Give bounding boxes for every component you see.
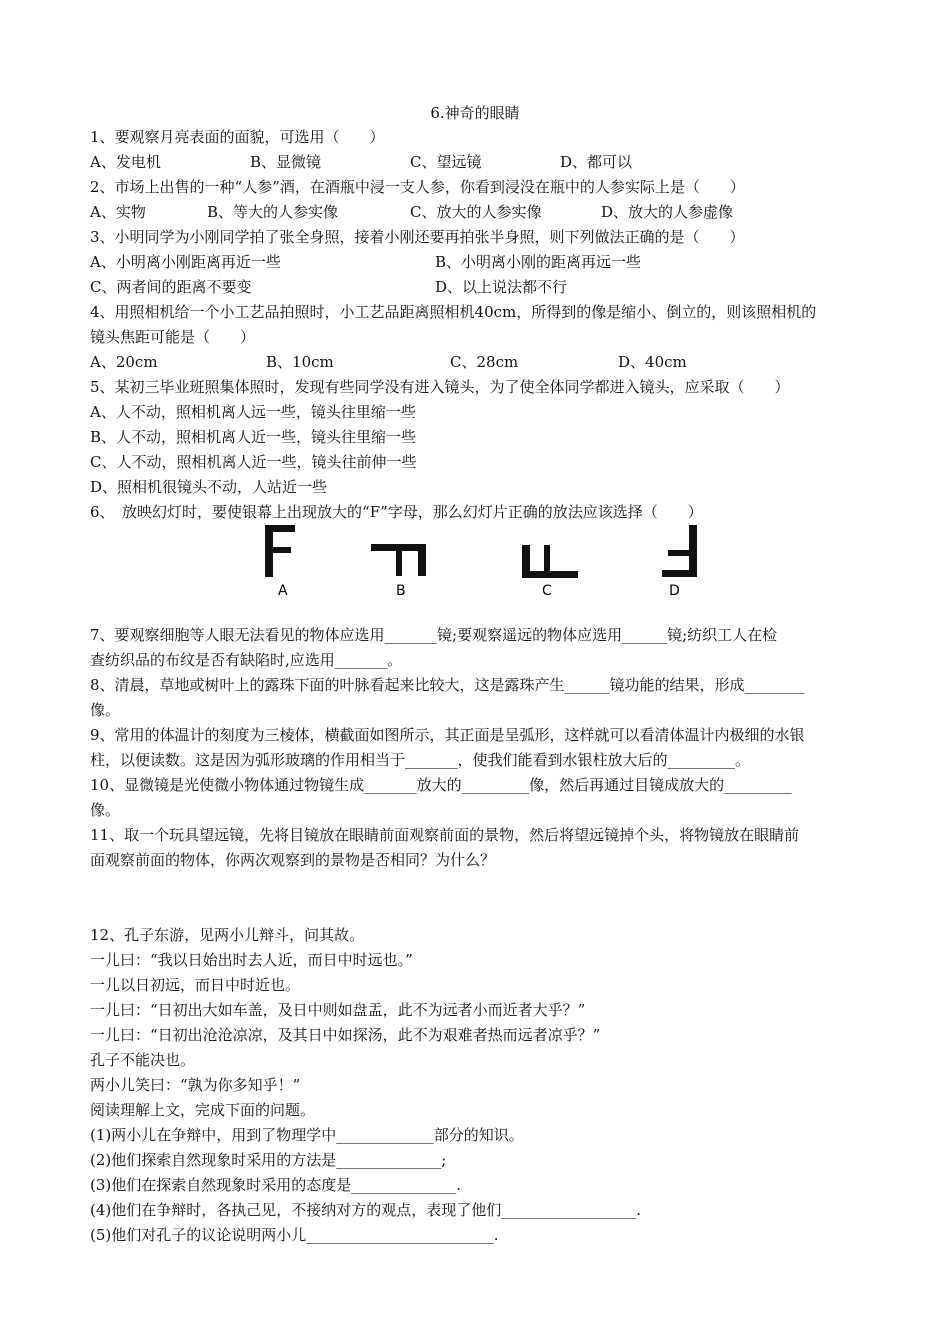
question-11-line1: 11、取一个玩具望远镜，先将目镜放在眼睛前面观察前面的景物，然后将望远镜掉个头，将物镜放在眼睛前 <box>90 826 800 844</box>
sub-question-3: (3)他们在探索自然现象时采用的态度是______________. <box>90 1176 462 1194</box>
option-c-label: C <box>542 583 552 599</box>
q3-option-d: D、以上说法都不行 <box>435 278 568 296</box>
passage-line: 一儿曰：“日初出沧沧凉凉，及其日中如探汤，此不为艰难者热而远者凉乎？” <box>90 1026 601 1044</box>
option-c-f-glyph <box>522 545 578 578</box>
sub-question-2: (2)他们探索自然现象时采用的方法是______________; <box>90 1151 447 1169</box>
q3-option-a: A、小明离小刚距离再近一些 <box>90 253 281 271</box>
question-10-line1: 10、显微镜是光使微小物体通过物镜生成_______放大的_________像，然后再通过目镜成放大的_________ <box>90 776 792 794</box>
q2-option-c: C、放大的人参实像 <box>410 203 542 221</box>
option-b-label: B <box>396 583 406 599</box>
q4-option-b: B、10cm <box>266 353 334 371</box>
question-10-line2: 像。 <box>90 801 121 819</box>
question-7-line1: 7、要观察细胞等人眼无法看见的物体应选用_______镜;要观察遥远的物体应选用______镜;纺织工人在检 <box>90 626 778 644</box>
page-title: 6.神奇的眼睛 <box>430 104 520 122</box>
question-8-line2: 像。 <box>90 701 121 719</box>
question-4-stem-line2: 镜头焦距可能是（ ） <box>90 328 256 346</box>
question-8-line1: 8、清晨，草地或树叶上的露珠下面的叶脉看起来比较大，这是露珠产生______镜功能的结果，形成________ <box>90 676 805 694</box>
question-5-stem: 5、某初三毕业班照集体照时，发现有些同学没有进入镜头，为了使全体同学都进入镜头，应采取（ ） <box>90 378 790 396</box>
q5-option-b: B、人不动，照相机离人近一些，镜头往里缩一些 <box>90 428 417 446</box>
q3-option-c: C、两者间的距离不要变 <box>90 278 252 296</box>
q2-option-d: D、放大的人参虚像 <box>601 203 734 221</box>
q2-option-b: B、等大的人参实像 <box>207 203 339 221</box>
question-11-line2: 面观察前面的物体，你两次观察到的景物是否相同？为什么？ <box>90 851 496 869</box>
question-6-stem: 6、 放映幻灯时，要使银幕上出现放大的“F”字母，那么幻灯片正确的放法应该选择（ ） <box>90 503 703 521</box>
option-a-label: A <box>278 583 288 599</box>
option-b-f-glyph <box>371 544 426 576</box>
slide-orientation-figure <box>0 520 950 610</box>
sub-question-4: (4)他们在争辩时，各执己见，不接纳对方的观点，表现了他们__________________. <box>90 1201 642 1219</box>
instruction-line: 阅读理解上文，完成下面的问题。 <box>90 1101 316 1119</box>
q4-option-d: D、40cm <box>618 353 687 371</box>
option-d-f-glyph <box>662 525 697 577</box>
question-7-line2: 查纺织品的布纹是否有缺陷时,应选用_______。 <box>90 651 403 669</box>
f-letter-options-svg <box>0 520 950 610</box>
q1-option-a: A、发电机 <box>90 153 161 171</box>
option-d-label: D <box>669 583 680 599</box>
passage-line: 一儿以日初远，而日中时近也。 <box>90 976 301 994</box>
q2-option-a: A、实物 <box>90 203 146 221</box>
sub-question-5: (5)他们对孔子的议论说明两小儿_________________________. <box>90 1226 499 1244</box>
passage-line: 一儿曰：“日初出大如车盖，及日中则如盘盂，此不为远者小而近者大乎？” <box>90 1001 586 1019</box>
passage-line: 两小儿笑曰：“孰为你多知乎！” <box>90 1076 301 1094</box>
question-4-stem-line1: 4、用照相机给一个小工艺品拍照时，小工艺品距离照相机40cm，所得到的像是缩小、倒立的，则该照相机的 <box>90 303 817 321</box>
q1-option-b: B、显微镜 <box>250 153 322 171</box>
q1-option-c: C、望远镜 <box>410 153 482 171</box>
q5-option-d: D、照相机很镜头不动，人站近一些 <box>90 478 328 496</box>
q5-option-c: C、人不动，照相机离人近一些，镜头往前伸一些 <box>90 453 417 471</box>
q4-option-a: A、20cm <box>90 353 158 371</box>
question-9-line2: 柱，以便读数。这是因为弧形玻璃的作用相当于_______，使我们能看到水银柱放大后的_________。 <box>90 751 751 769</box>
q1-option-d: D、都可以 <box>560 153 633 171</box>
question-12-line: 12、孔子东游，见两小儿辩斗，问其故。 <box>90 926 365 944</box>
q3-option-b: B、小明离小刚的距离再远一些 <box>435 253 642 271</box>
option-a-f-glyph <box>265 525 295 577</box>
q5-option-a: A、人不动，照相机离人远一些，镜头往里缩一些 <box>90 403 416 421</box>
question-2-stem: 2、市场上出售的一种“人参”酒，在酒瓶中浸一支人参，你看到浸没在瓶中的人参实际上是（ ） <box>90 178 745 196</box>
question-9-line1: 9、常用的体温计的刻度为三棱体，横截面如图所示，其正面是呈弧形，这样就可以看清体温计内极细的水银 <box>90 726 805 744</box>
sub-question-1: (1)两小儿在争辩中，用到了物理学中_____________部分的知识。 <box>90 1126 524 1144</box>
question-1-stem: 1、要观察月亮表面的面貌，可选用（ ） <box>90 128 385 146</box>
question-3-stem: 3、小明同学为小刚同学拍了张全身照，接着小刚还要再拍张半身照，则下列做法正确的是（ ） <box>90 228 745 246</box>
q4-option-c: C、28cm <box>450 353 519 371</box>
passage-line: 一儿曰：“我以日始出时去人近，而日中时远也。” <box>90 951 413 969</box>
passage-line: 孔子不能决也。 <box>90 1051 196 1069</box>
